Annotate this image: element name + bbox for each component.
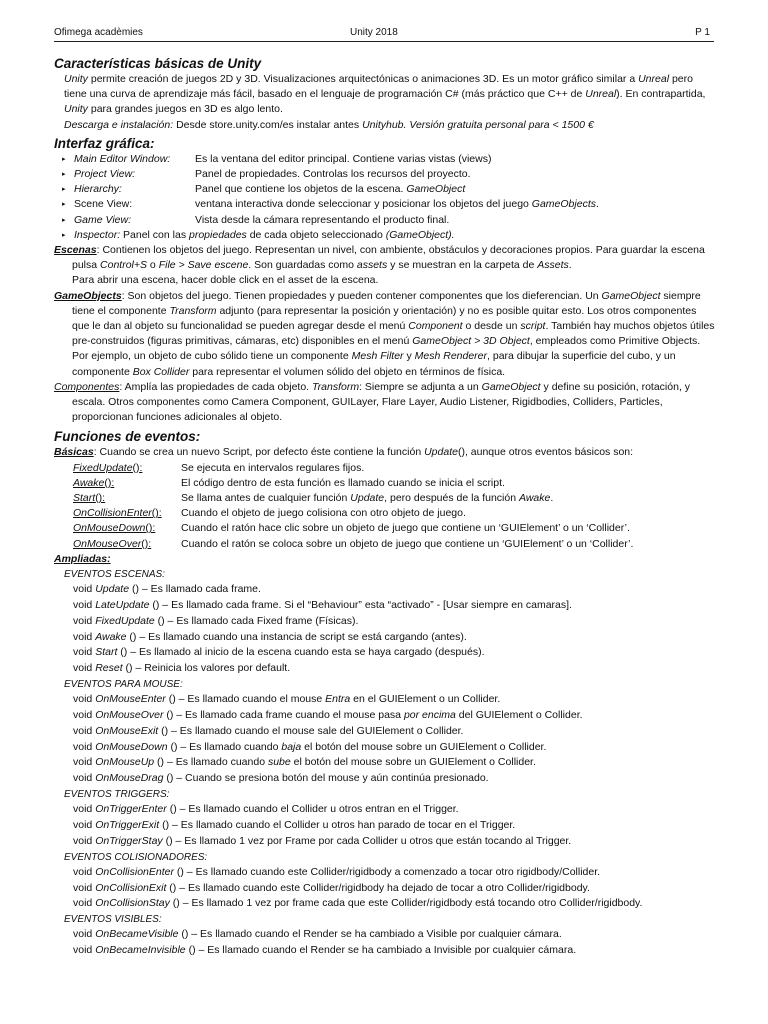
event-line: void OnCollisionExit () – Es llamado cuando este Collider/rigidbody ha dejado de tocar a otro Collider/rigidbody.: [73, 881, 590, 894]
section-title-caracteristicas: Características básicas de Unity: [54, 56, 262, 71]
list-item: ▸ Inspector: Panel con las propiedades de cada objeto seleccionado (GameObject).: [54, 228, 716, 243]
events-group-title: EVENTOS PARA MOUSE:: [64, 679, 183, 691]
events-group-title: EVENTOS COLISIONADORES:: [64, 851, 208, 863]
events-group-title: EVENTOS ESCENAS:: [64, 569, 165, 581]
header-left: Ofimega acadèmies: [54, 27, 143, 38]
page-header: [54, 26, 714, 42]
section-title-funciones: Funciones de eventos:: [54, 429, 201, 445]
arrow-bullet-icon: ▸: [62, 201, 66, 209]
events-group-mouse: [54, 677, 716, 787]
list-item: FixedUpdate(): Se ejecuta en intervalos regulares fijos.: [73, 461, 365, 474]
paragraph-gameobjects: GameObjects: Son objetos del juego. Tienen propiedades y pueden contener componentes que los dieferencian. Un GameObject siempre tiene el componente Transform adjunto (para representar la posición y orientación) y no es posible quitar esto. Los otros componentes que le dan al objeto su funcionalidad se pueden agregar desde el menú Component o desde un script. También hay muchos objetos útiles pre-construidos (figuras primitivas, cámaras, etc) disponibles en el menú GameObject > 3D Object, empleados como Primitive Objects.: [54, 289, 715, 348]
events-group-title: EVENTOS VISIBLES:: [64, 914, 162, 926]
basic-functions-list: [54, 461, 716, 552]
list-item: Awake(): El código dentro de esta función es llamado cuando se inicia el script.: [73, 476, 505, 489]
event-line: void OnBecameInvisible () – Es llamado cuando el Render se ha cambiado a Invisible por cualquier cámara.: [73, 944, 577, 957]
event-line: void OnTriggerEnter () – Es llamado cuando el Collider u otros entran en el Trigger.: [73, 803, 459, 816]
list-item: OnMouseOver(): Cuando el ratón se coloca sobre un objeto de juego que contiene un ‘GUIElement’ o un ‘Collider’.: [73, 537, 634, 550]
list-item: Start(): Se llama antes de cualquier función Update, pero después de la función Awake.: [73, 492, 554, 505]
document-body: [54, 55, 716, 959]
event-line: void OnBecameVisible () – Es llamado cuando el Render se ha cambiado a Visible por cualquier cámara.: [73, 928, 562, 941]
event-line: void OnMouseExit () – Es llamado cuando el mouse sale del GUIElement o Collider.: [73, 724, 464, 737]
events-group-title: EVENTOS TRIGGERS:: [64, 789, 170, 801]
event-line: void OnMouseDown () – Es llamado cuando baja el botón del mouse sobre un GUIElement o Collider.: [73, 740, 547, 753]
event-line: void Awake () – Es llamado cuando una instancia de script se está cargando (antes).: [73, 630, 467, 643]
arrow-bullet-icon: ▸: [62, 171, 66, 179]
list-item: ▸ Main Editor Window: Es la ventana del editor principal. Contiene varias vistas (views): [54, 152, 716, 167]
arrow-bullet-icon: ▸: [62, 216, 66, 224]
list-item: OnCollisionEnter(): Cuando el objeto de juego colisiona con otro objeto de juego.: [73, 507, 466, 520]
paragraph-download: Descarga e instalación: Desde store.unity.com/es instalar antes Unityhub. Versión gratuita personal para < 1500 €: [64, 118, 594, 131]
list-item: ▸ Scene View: ventana interactiva donde seleccionar y posicionar los objetos del juego GameObjects.: [54, 197, 716, 212]
header-center: Unity 2018: [350, 27, 398, 38]
interface-list: [54, 152, 716, 243]
arrow-bullet-icon: ▸: [62, 186, 66, 194]
event-line: void OnMouseUp () – Es llamado cuando sube el botón del mouse sobre un GUIElement o Collider.: [73, 756, 536, 769]
event-line: void OnMouseDrag () – Cuando se presiona botón del mouse y aún continúa presionado.: [73, 772, 489, 785]
event-line: void OnCollisionEnter () – Es llamado cuando este Collider/rigidbody a comenzado a tocar otro rigidbody/Collider.: [73, 865, 601, 878]
event-line: void OnTriggerStay () – Es llamado 1 vez por Frame por cada Collider u otros que están tocando al Trigger.: [73, 834, 572, 847]
event-line: void OnMouseOver () – Es llamado cada frame cuando el mouse pasa por encima del GUIElement o Collider.: [73, 709, 583, 722]
list-item: ▸ Project View: Panel de propiedades. Controlas los recursos del proyecto.: [54, 167, 716, 182]
paragraph-componentes: Componentes: Amplía las propiedades de cada objeto. Transform: Siempre se adjunta a un GameObject y define su posición, rotación, y escala. Otros componentes como Camera Component, GUILayer, Flare Layer, Audio Listener, Rigidbodies, Colliders, Particles, proporcionan funciones adicionales al objeto.: [54, 380, 691, 424]
event-line: void OnCollisionStay () – Es llamado 1 vez por frame cada que este Collider/rigidbody está tocando otro Collider/rigidbody.: [73, 897, 643, 910]
arrow-bullet-icon: ▸: [62, 155, 66, 163]
arrow-bullet-icon: ▸: [62, 231, 66, 239]
events-group-escenas: [54, 567, 716, 677]
paragraph-basicas: Básicas: Cuando se crea un nuevo Script, por defecto éste contiene la función Update(), aunque otros eventos básicos son:: [54, 446, 634, 459]
event-line: void Start () – Es llamado al inicio de la escena cuando esta se haya cargado (después).: [73, 646, 485, 659]
list-item: ▸ Game View: Vista desde la cámara representando el producto final.: [54, 213, 716, 228]
header-page-number: P 1: [695, 27, 710, 38]
events-group-triggers: [54, 787, 716, 850]
paragraph-intro: Unity permite creación de juegos 2D y 3D. Visualizaciones arquitectónicas o animaciones 3D. Es un motor gráfico similar a Unreal pero tiene una curva de aprendizaje más fácil, basado en el lenguaje de programación C# (más práctico que C++ de Unreal). En contrapartida, Unity para grandes juegos en 3D es algo lento.: [64, 73, 706, 116]
paragraph-escenas-open: Para abrir una escena, hacer doble click en el asset de la escena.: [72, 274, 379, 287]
list-item: ▸ Hierarchy: Panel que contiene los objetos de la escena. GameObject: [54, 182, 716, 197]
paragraph-escenas: Escenas: Contienen los objetos del juego. Representan un nivel, con ambiente, obstáculos y decoraciones propios. Para guardar la escena pulsa Control+S o File > Save escene. Son guardadas como assets y se muestran en la carpeta de Assets.: [54, 244, 705, 272]
event-line: void FixedUpdate () – Es llamado cada Fixed frame (Físicas).: [73, 614, 359, 627]
events-group-visibles: [54, 912, 716, 959]
event-line: void Update () – Es llamado cada frame.: [73, 583, 261, 596]
heading-ampliadas: Ampliadas:: [54, 552, 111, 565]
paragraph-example: Por ejemplo, un objeto de cubo sólido tiene un componente Mesh Filter y Mesh Renderer, para dibujar la superficie del cubo, y un componente Box Collider para representar el volumen sólido del objeto en términos de física.: [72, 350, 676, 378]
section-title-interfaz: Interfaz gráfica:: [54, 135, 155, 151]
event-line: void OnMouseEnter () – Es llamado cuando el mouse Entra en el GUIElement o un Collider.: [73, 693, 501, 706]
list-item: OnMouseDown(): Cuando el ratón hace clic sobre un objeto de juego que contiene un ‘GUIElement’ o un ‘Collider’.: [73, 522, 630, 535]
event-line: void OnTriggerExit () – Es llamado cuando el Collider u otros han parado de tocar en el Trigger.: [73, 819, 516, 832]
event-line: void LateUpdate () – Es llamado cada frame. Si el “Behaviour” esta “activado” - [Usar siempre en camaras].: [73, 599, 572, 612]
event-line: void Reset () – Reinicia los valores por default.: [73, 662, 291, 675]
events-group-colisionadores: [54, 850, 716, 913]
